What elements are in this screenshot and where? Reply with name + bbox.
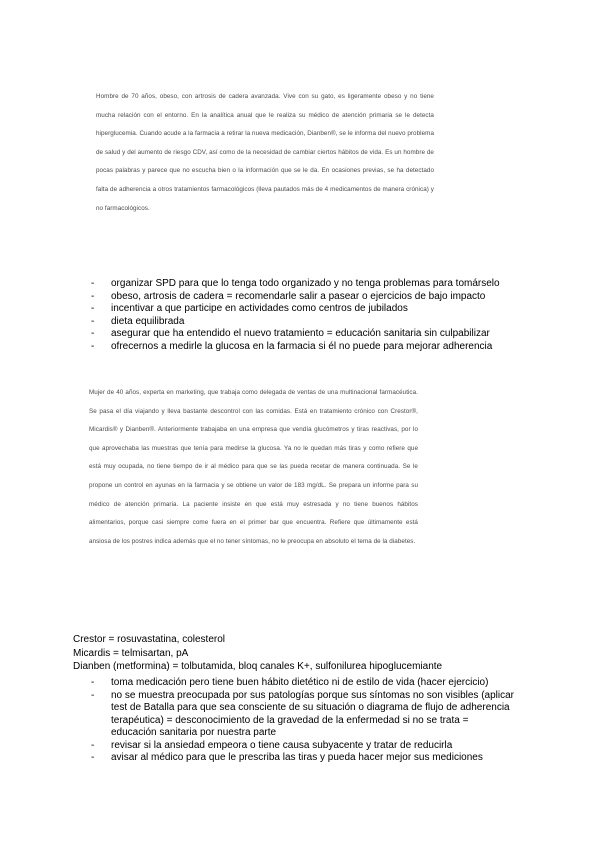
list-item: - revisar si la ansiedad empeora o tiene causa subyacente y tratar de reducirla	[91, 739, 453, 751]
list-item: - avisar al médico para que le prescriba las tiras y pueda hacer mejor sus mediciones	[91, 752, 483, 763]
definition-dianben: Dianben (metformina) = tolbutamida, bloq canales K+, sulfonilurea hipoglucemiante	[73, 661, 443, 672]
definition-micardis: Micardis = telmisartan, pA	[73, 647, 189, 659]
list-item: - organizar SPD para que lo tenga todo organizado y no tenga problemas para tomárselo	[91, 278, 500, 289]
list-item: - ofrecernos a medirle la glucosa en la farmacia si él no puede para mejorar adherencia	[91, 340, 493, 352]
list-item: - obeso, artrosis de cadera = recomendarle salir a pasear o ejercicios de bajo impacto	[91, 290, 486, 302]
case-study-1-paragraph: Hombre de 70 años, obeso, con artrosis de cadera avanzada. Vive con su gato, es ligeramente obeso y no tiene mucha relación con el entorno. En la analítica anual que le realiza su médico de atención primaria se le detecta hiperglucemia. Cuando acude a la farmacia a retirar la nueva medicación, Dianben®, se le informa del nuevo problema de salud y del aumento de riesgo CDV, así como de la necesidad de cambiar ciertos hábitos de vida. Es un hombre de pocas palabras y parece que no escucha bien o la información que se le da. En ocasiones previas, se ha detectado falta de adherencia a otros tratamientos farmacológicos (lleva pautados más de 4 medicamentos de manera crónica) y no farmacológicos.	[96, 93, 435, 212]
list-item: - no se muestra preocupada por sus patologías porque sus síntomas no son visibles (aplicar test de Batalla para que sea consciente de su situación o diagrama de flujo de adherencia terapéutica) = desconocimiento de la gravedad de la enfermedad si no se trata = educación sanitaria por nuestra parte	[91, 689, 515, 738]
bullet-dash: -	[91, 689, 95, 701]
bullet-dash: -	[91, 290, 95, 302]
bullet-dash: -	[91, 328, 95, 339]
case-2-notes-list	[91, 677, 516, 765]
case-study-2-paragraph: Mujer de 40 años, experta en marketing, que trabaja como delegada de ventas de una multinacional farmacéutica. Se pasa el día viajando y lleva bastante descontrol con las comidas. Está en tratamiento crónico con Crestor®, Micardis® y Dianben®. Anteriormente trabajaba en una empresa que vendía glucómetros y tiras reactivas, por lo que aprovechaba las muestras que tenía para medirse la glucosa. Ya no le quedan más tiras y como refiere que está muy ocupada, no tiene tiempo de ir al médico para que se las pueda recetar de manera continuada. Se le propone un control en ayunas en la farmacia y se obtiene un valor de 183 mg/dL. Se prepara un informe para su médico de atención primaria. La paciente insiste en que está muy estresada y no tiene buenos hábitos alimentarios, porque casi siempre come fuera en el primer bar que encuentra. Refiere que últimamente está ansiosa de los postres indica además que el no tener síntomas, no le preocupa en absoluto el tema de la diabetes.	[89, 389, 418, 545]
definition-crestor: Crestor = rosuvastatina, colesterol	[73, 634, 226, 645]
case-1-notes-list	[91, 278, 531, 353]
bullet-dash: -	[91, 278, 95, 289]
bullet-dash: -	[91, 303, 95, 314]
bullet-dash: -	[91, 752, 95, 763]
bullet-dash: -	[91, 315, 95, 327]
list-item: - incentivar a que participe en actividades como centros de jubilados	[91, 303, 408, 314]
list-item: - asegurar que ha entendido el nuevo tratamiento = educación sanitaria sin culpabilizar	[91, 328, 490, 339]
bullet-dash: -	[91, 340, 95, 352]
list-item: - dieta equilibrada	[91, 315, 185, 327]
bullet-dash: -	[91, 677, 95, 688]
list-item: - toma medicación pero tiene buen hábito dietético ni de estilo de vida (hacer ejercicio)	[91, 677, 489, 688]
bullet-dash: -	[91, 739, 95, 751]
drug-definitions	[73, 633, 533, 674]
